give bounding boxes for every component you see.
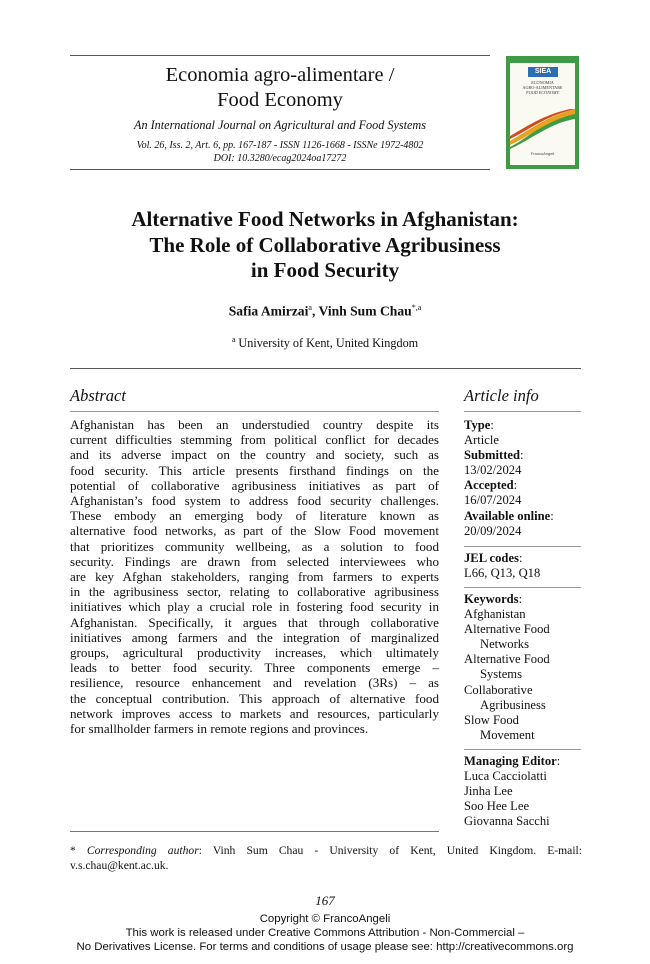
author-affiliation — [60, 335, 590, 351]
abstract-heading-rule — [70, 411, 439, 412]
accepted-value: 16/07/2024 — [464, 493, 522, 508]
type-value: Article — [464, 433, 499, 448]
footnote-label: Corresponding author — [86, 844, 199, 857]
corresponding-author-footnote — [70, 843, 582, 873]
accepted-label: Accepted — [464, 478, 514, 493]
journal-subtitle: An International Journal on Agricultural and Food Systems — [134, 118, 426, 132]
abstract-line: in the agribusiness sector, relating to collaborative agribusiness — [70, 584, 439, 600]
journal-name-line1: Economia agro-alimentare / — [165, 64, 395, 86]
affiliation-superscript: a — [231, 335, 236, 344]
managing-editors: Managing Editor: Luca Cacciolatti Jinha Lee Soo Hee Lee Giovanna Sacchi — [464, 754, 584, 829]
journal-doi: DOI: 10.3280/ecag2024oa17272 — [213, 153, 347, 164]
submitted-value: 13/02/2024 — [464, 463, 522, 478]
article-title — [60, 207, 590, 284]
cover-title-line2: AGRO-ALIMENTARE — [522, 85, 563, 90]
editor-name: Luca Cacciolatti — [464, 769, 547, 784]
article-authors — [60, 303, 590, 320]
abstract-line: network improves access to markets and resources, particularly — [70, 705, 439, 721]
footnote-rule — [70, 831, 439, 832]
abstract-line: current difficulties stemming from political conflict for decades — [70, 432, 439, 448]
license-line-1: This work is released under Creative Commons Attribution - Non-Commercial – — [125, 927, 525, 939]
keyword-item: Agribusiness — [480, 697, 546, 712]
abstract-line: and its adverse impact on the country and society, such as — [70, 447, 439, 463]
journal-cover-page — [510, 63, 575, 165]
abstract-body — [70, 417, 439, 736]
jel-codes: JEL codes: L66, Q13, Q18 — [464, 551, 584, 581]
abstract-line: Afghanistan has been an understudied country despite its — [70, 417, 439, 432]
journal-citation: Vol. 26, Iss. 2, Art. 6, pp. 167-187 - ISSN 1126-1668 - ISSNe 1972-4802 — [136, 140, 424, 151]
abstract-line: leads to better food security. Three components emerge – — [70, 660, 439, 676]
jel-label: JEL codes — [464, 551, 519, 565]
author-name: Safia Amirzai — [228, 303, 309, 319]
abstract-line: resilience, resource enhancement and revelation (3Rs) – as — [70, 675, 439, 691]
copyright: Copyright © FrancoAngeli — [259, 913, 391, 925]
journal-cover — [506, 56, 579, 169]
author-superscript: a — [308, 303, 312, 312]
abstract-line: that prioritizes community wellbeing, as a solution to food — [70, 538, 439, 554]
keyword-item: Afghanistan — [464, 607, 526, 622]
keyword-list — [464, 607, 584, 743]
abstract-line: security. Findings are drawn from selected interviewees who — [70, 553, 439, 569]
article-info-heading: Article info — [464, 386, 539, 405]
info-rule-editors — [464, 749, 581, 750]
journal-name-line2: Food Economy — [217, 89, 343, 111]
editor-name: Jinha Lee — [464, 784, 513, 799]
page-number: 167 — [315, 893, 335, 908]
abstract-line: groups, agricultural productivity increases, which ultimately — [70, 645, 439, 661]
abstract-line: are key Afghan stakeholders, ranging from farmers to experts — [70, 569, 439, 585]
editor-list — [464, 769, 584, 829]
footnote-text: : Vinh Sum Chau - University of Kent, United Kingdom. E-mail: v.s.chau@kent.ac.uk. — [70, 844, 582, 872]
header-top-rule — [70, 55, 490, 56]
article-title-line3: in Food Security — [250, 258, 400, 282]
keywords: Keywords: Afghanistan Alternative Food Networks Alternative Food Systems Collaborative Agribusiness Slow Food Movement — [464, 592, 584, 743]
info-heading-rule — [464, 411, 581, 412]
abstract-line: Afghanistan. Specifically, it argues that through collaborative — [70, 614, 439, 630]
cover-swoosh-graphic — [510, 109, 575, 149]
abstract-line: initiatives which play a crucial role in fostering food security in — [70, 599, 439, 615]
affiliation-text: University of Kent, United Kingdom — [238, 336, 419, 351]
keyword-item: Alternative Food — [464, 622, 550, 637]
managing-editor-label: Managing Editor — [464, 754, 557, 768]
abstract-line: Afghanistan’s food system to address food security challenges. — [70, 493, 439, 509]
cover-title-line1: ECONOMIA — [531, 80, 554, 85]
footnote-marker: * — [70, 844, 76, 857]
info-rule-jel — [464, 546, 581, 547]
abstract-line: initiatives among farmers and the integration of marginalized — [70, 629, 439, 645]
keyword-item: Alternative Food — [464, 652, 550, 667]
keywords-label: Keywords — [464, 592, 519, 606]
article-info: Type: Article Submitted: 13/02/2024 Accepted: 16/07/2024 Available online: 20/09/2024 — [464, 418, 584, 539]
author-superscript: *,a — [411, 303, 422, 312]
cover-logo: SIEA — [528, 67, 558, 77]
abstract-heading: Abstract — [70, 386, 126, 405]
header-bottom-rule — [70, 169, 490, 170]
submitted-label: Submitted — [464, 448, 520, 463]
available-online-value: 20/09/2024 — [464, 523, 522, 538]
journal-name — [70, 63, 490, 113]
author-name: Vinh Sum Chau — [318, 303, 412, 319]
editor-name: Giovanna Sacchi — [464, 814, 550, 829]
cover-publisher: FrancoAngeli — [530, 151, 555, 156]
cover-title-line3: FOOD ECONOMY — [526, 90, 559, 95]
author-separator: , — [311, 303, 319, 319]
abstract-line: the conceptual contribution. This approach of alternative food — [70, 690, 439, 706]
keyword-item: Movement — [480, 727, 535, 742]
cover-title — [512, 80, 573, 95]
abstract-line: for smallholder farmers in remote regions and provinces. — [70, 721, 369, 737]
abstract-line: potential of collaborative agribusiness initiatives as part of — [70, 477, 439, 493]
article-title-line1: Alternative Food Networks in Afghanistan: — [131, 207, 519, 231]
license-line-2: No Derivatives License. For terms and conditions of usage please see: http://creativecommons.org — [76, 941, 574, 953]
keyword-item: Slow Food — [464, 712, 519, 727]
keyword-item: Collaborative — [464, 682, 533, 697]
available-online-label: Available online — [464, 508, 551, 523]
abstract-line: alternative food networks, as part of the Slow Food movement — [70, 523, 439, 539]
editor-name: Soo Hee Lee — [464, 799, 530, 814]
type-label: Type — [464, 418, 491, 432]
keyword-item: Networks — [480, 637, 529, 652]
abstract-top-rule — [70, 368, 581, 369]
abstract-line: food security. This article presents firsthand findings on the — [70, 462, 439, 478]
abstract-line: These embody an emerging body of literature known as — [70, 508, 439, 524]
jel-value: L66, Q13, Q18 — [464, 566, 541, 581]
article-title-line2: The Role of Collaborative Agribusiness — [149, 232, 501, 257]
keyword-item: Systems — [480, 667, 522, 682]
info-rule-keywords — [464, 587, 581, 588]
